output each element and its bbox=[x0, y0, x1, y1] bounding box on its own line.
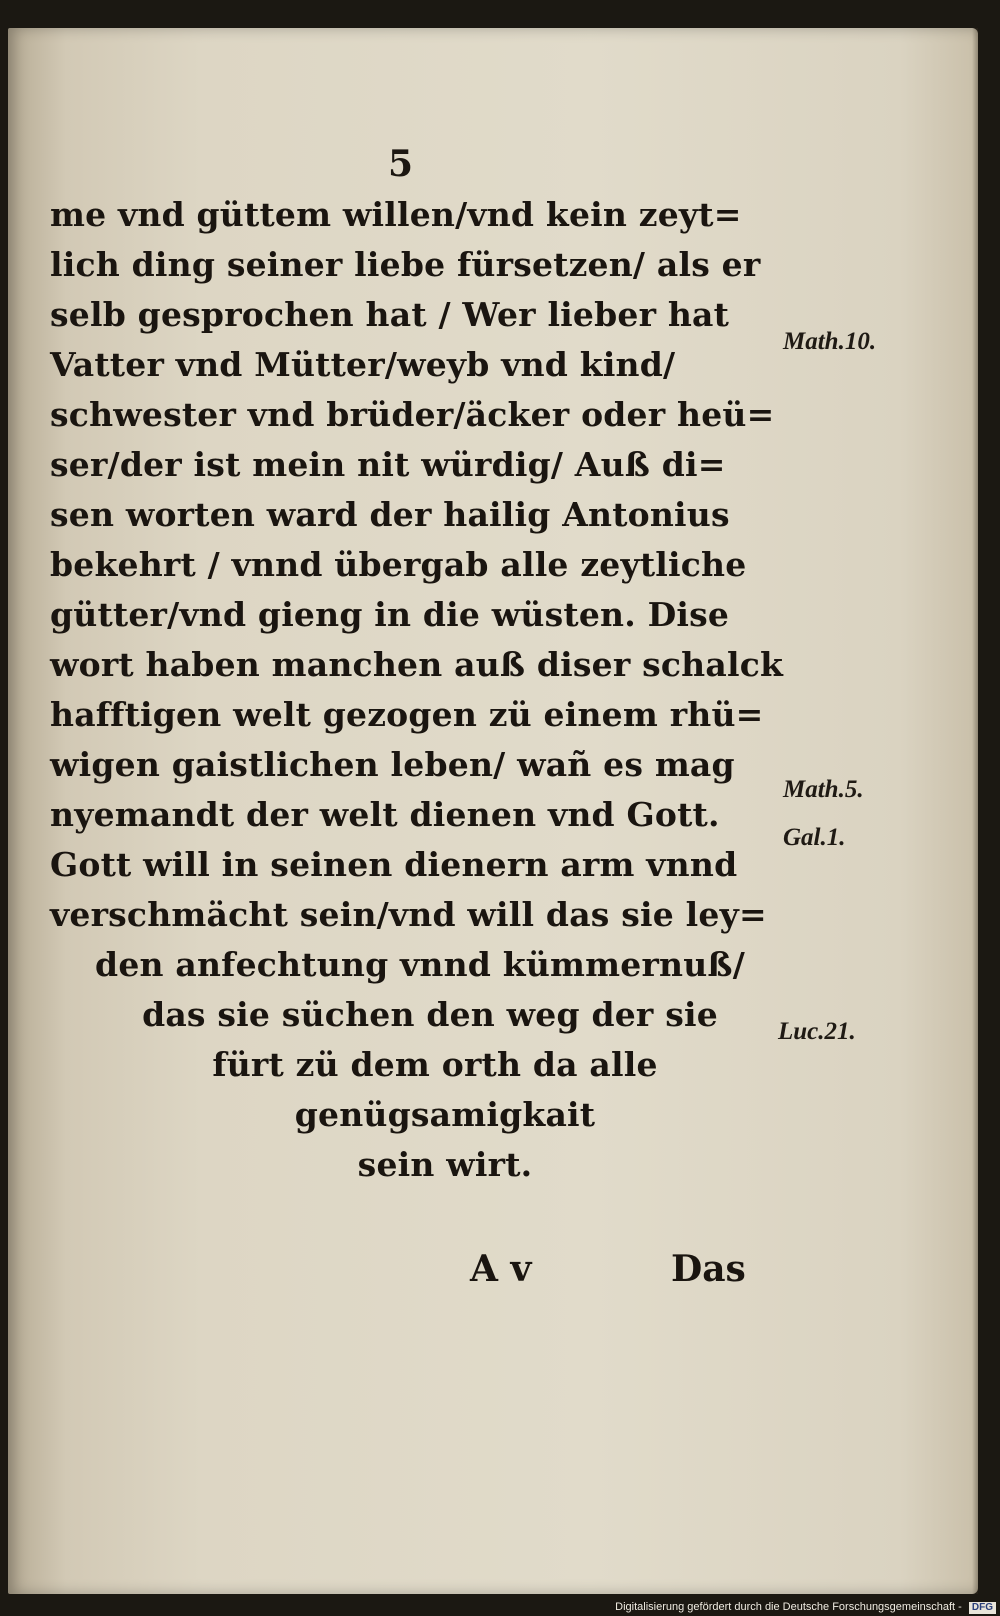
text-line: gütter/vnd gieng in die wüsten. Dise bbox=[50, 595, 730, 634]
marginal-note: Math.5. bbox=[783, 776, 864, 803]
text-line: me vnd güttem willen/vnd kein zeyt= bbox=[50, 195, 742, 234]
text-line: das sie süchen den weg der sie bbox=[142, 995, 718, 1034]
digitization-credit bbox=[615, 1601, 996, 1614]
page-number: 5 bbox=[388, 143, 414, 185]
text-line: verschmächt sein/vnd will das sie ley= bbox=[50, 895, 767, 934]
text-line: bekehrt / vnnd übergab alle zeytliche bbox=[50, 545, 747, 584]
credit-text: Digitalisierung gefördert durch die Deutsche Forschungsgemeinschaft - bbox=[615, 1601, 962, 1613]
text-line: nyemandt der welt dienen vnd Gott. bbox=[50, 795, 720, 834]
text-line: sein wirt. bbox=[357, 1145, 533, 1184]
text-line: lich ding seiner liebe fürsetzen/ als er bbox=[50, 245, 761, 284]
text-line: sen worten ward der hailig Antonius bbox=[50, 495, 730, 534]
text-line: wigen gaistlichen leben/ wañ es mag bbox=[50, 745, 735, 784]
marginal-note: Math.10. bbox=[783, 328, 877, 355]
page-edge-shadow bbox=[972, 28, 978, 1594]
signature-mark: A v bbox=[470, 1248, 532, 1290]
text-line: genügsamigkait bbox=[294, 1095, 596, 1134]
text-line: den anfechtung vnnd kümmernuß/ bbox=[95, 945, 745, 984]
main-text-block bbox=[50, 190, 790, 1190]
book-page bbox=[8, 28, 978, 1594]
text-line: Vatter vnd Mütter/weyb vnd kind/ bbox=[50, 345, 676, 384]
text-line: selb gesprochen hat / Wer lieber hat bbox=[50, 295, 730, 334]
text-line: hafftigen welt gezogen zü einem rhü= bbox=[50, 695, 764, 734]
text-line: fürt zü dem orth da alle bbox=[212, 1045, 658, 1084]
catchword: Das bbox=[671, 1248, 746, 1290]
marginal-note: Gal.1. bbox=[783, 824, 846, 851]
text-line: ser/der ist mein nit würdig/ Auß di= bbox=[50, 445, 726, 484]
text-line: wort haben manchen auß diser schalck bbox=[50, 645, 784, 684]
text-line: schwester vnd brüder/äcker oder heü= bbox=[50, 395, 775, 434]
text-line: Gott will in seinen dienern arm vnnd bbox=[50, 845, 738, 884]
marginal-note: Luc.21. bbox=[778, 1018, 856, 1045]
dfg-logo: DFG bbox=[969, 1602, 996, 1614]
